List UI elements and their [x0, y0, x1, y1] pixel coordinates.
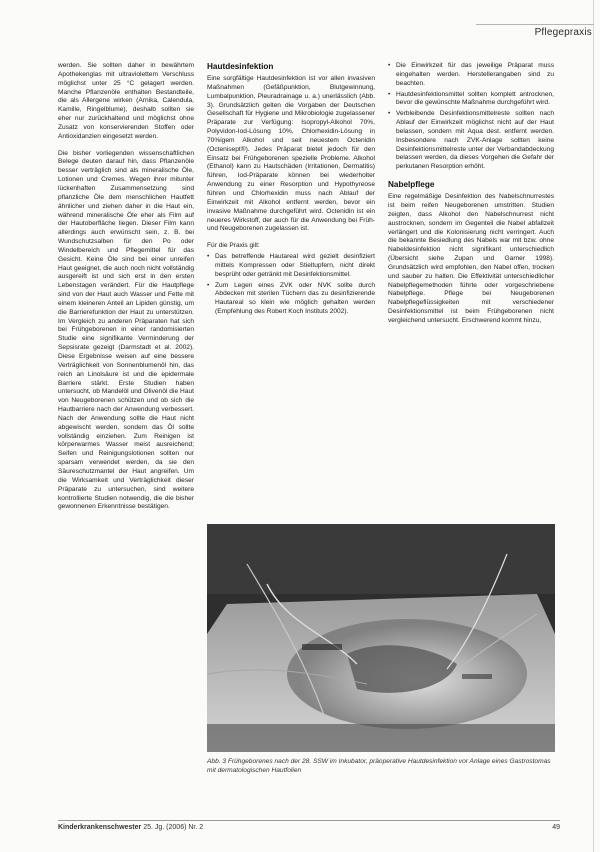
paragraph: Eine regelmäßige Desinfektion des Nabelschnurrestes ist beim reifen Neugeborenen umstritten. Studien zeigten, dass Alkohol den Nabelschnurrest nicht austrocknen, sondern im Gegenteil die Nabel abfallzeit verlängert und die Kolonisierung nicht verringert. Auch die bekannte Besiedlung des Nabels war mit bzw. ohne Nabeldesinfektion nicht signifikant unterschiedlich (Übersicht siehe Zupan und Garner 1998). Grundsätzlich wird empfohlen, den Nabel offen, trocken und sauber zu halten. Die Effektivität unterschiedlicher Nabelpflegemethoden führte oder vorgeschriebene Nabelpflege. Pflege bei Neugeborenen Nabelpflegeflüssigkeiten mit verschiedener Desinfektionsmittel ist beim Frühgeborenen nicht vergleichend untersucht. Erschwerend kommt hinzu, [388, 193, 554, 324]
page-number: 49 [552, 824, 560, 831]
section-heading: Hautdesinfektion [207, 62, 274, 71]
page-footer [58, 820, 560, 831]
page-edge [593, 0, 594, 852]
column-1 [58, 62, 194, 520]
list-item: • Zum Legen eines ZVK oder NVK sollte durch Abdecken mit sterilen Tüchern das zu desinfizierende Hautareal so klein wie möglich gehalten werden (Empfehlung des Robert Koch Instituts 2002). [215, 282, 375, 317]
list-item: • Verbleibende Desinfektionsmittelreste sollten nach Ablauf der Einwirkzeit möglichst nicht auf der Haut belassen, sondern mit Aqua dest. entfernt werden. Insbesondere nach ZVK-Anlage sollten keine Desinfektionsmittelreste unter der Verbandabdeckung belassen werden, da dieses Vorgehen die Gefahr der perkutanen Resorption erhöht. [396, 110, 554, 172]
figure-photo [207, 524, 555, 752]
list-item: • Die Einwirkzeit für das jeweilige Präparat muss eingehalten werden. Herstellerangaben sind zu beachten. [396, 62, 554, 89]
list-item: • Hautdesinfektionsmittel sollten komplett antrocknen, bevor die gewünschte Maßnahme durchgeführt wird. [396, 91, 554, 109]
paragraph: Eine sorgfältige Hautdesinfektion ist vor allen invasiven Maßnahmen (Gefäßpunktion, Blutgewinnung, Lumbalpunktion, Pleuradrainage u. a.) unerlässlich (Abb. 3). Grundsätzlich gelten die Vorgaben der Deutschen Gesellschaft für Hygiene und Mikrobiologie zugelassener Präparate zur Verfügung: Isopropyl-Alkohol 70%, Polyvidon-Iod-Lösung 10%, Chlorhexidin-Lösung in 70%igem Alkohol und seit neuestem Octenidin (Octenisept®). Jedes Präparat bietet jedoch für den Einsatz bei Frühgeborenen spezielle Probleme. Alkohol (Ethanol) kann zu Hautschäden (Irritationen, Dermatitis) führen, Iod-Präparate können bei wiederholter Anwendung zu einer Resorption und Hypothyreose führen und Chlorhexidin muss nach Ablauf der Einwirkzeit mit Alkohol entfernt werden, bevor ein invasive Maßnahme durchgeführt wird. Octenidin ist ein neueres Wirkstoff, der auch für die Anwendung bei Früh- und Neugeborenen zugelassen ist. [207, 75, 375, 233]
bullet-list [388, 62, 554, 172]
figure-caption: Abb. 3 Frühgeborenes nach der 28. SSW im Inkubator, präoperative Hautdesinfektion vor Anlage eines Gastrostomas mit dermatologischen Hautfolien [207, 758, 551, 774]
column-3 [388, 62, 554, 334]
section-label: Pflegepraxis [534, 27, 592, 38]
bullet-list [207, 253, 375, 317]
paragraph: Die bisher vorliegenden wissenschaftlichen Belege deuten darauf hin, dass Pflanzenöle besser verträglich sind als mineralische Öle, Lotionen und Cremes. Wegen ihrer mitunter lückenhaften Zusammensetzung sind pflanzliche Öle dem menschlichen Hautfett ähnlicher und ziehen daher in die Haut ein, während mineralische Öle eher als Film auf der Hautoberfläche liegen. Dieser Film kann allerdings auch erwünscht sein, z. B. bei Wundschutzsalben für den Po oder Windelbereich und Pflegemittel für das Gesicht. Keine Öle sind bei einer unreifen Haut geeignet, die auch noch nicht vollständig ausgereift ist und sich erst in den ersten Lebenstagen verändert. Für die Hautpflege sind von der Haut auch Wasser und Fette mit einem kleineren Anteil an Lipiden günstig, um die Barrierefunktion der Haut zu unterstützen. Im Vergleich zu anderen Präparaten hat sich bei Frühgeborenen in einer randomisierten Studie eine signifikante Verminderung der Sepsisrate gezeigt (Darmstadt et al. 2002). Diese Ergebnisse weisen auf eine bessere Verträglichkeit von Sonnenblumenöl hin, das reich an Linolsäure ist und die epidermale Barriere stärkt. Erste Studien haben untersucht, ob Mandelöl und Olivenöl die Haut von Neugeborenen schützen und ob sich die Hautbarriere nach der Anwendung verbessert. Nach der Anwendung sollte die Haut nicht abgewischt werden, sondern das Öl sollte vollständig einziehen. Zum Reinigen ist körperwarmes Wasser meist ausreichend; Seifen und Reinigungslotionen sollten nur sparsam verwendet werden, da sie den Säureschutzmantel der Haut angreifen. Um die Wirksamkeit und Verträglichkeit dieser Präparate zu untersuchen, sind weitere kontrollierte Studien notwendig, die die bisher gewonnenen Erkenntnisse bestätigen. [58, 149, 194, 511]
paragraph: Für die Praxis gilt: [207, 242, 260, 250]
paragraph: werden. Sie sollten daher in bewährtem Apothekenglas mit ultraviolettem Verschluss möglichst unter 25 °C gelagert werden. Manche Pflanzenöle enthalten Bestandteile, die als Allergene wirken (Arnika, Calendula, Kamille, Ringelblume), deshalb sollten sie eher nur zurückhaltend und möglichst ohne Zusatz von konservierenden Stoffen oder Antioxidanzien eingesetzt werden. [58, 62, 194, 140]
journal-name: Kinderkrankenschwester [58, 824, 142, 831]
column-2 [207, 62, 375, 325]
incubator-photo [207, 524, 555, 752]
list-item: • Das betreffende Hautareal wird gezielt desinfiziert mittels Kompressen oder Stieltupfern, nicht direkt besprüht oder getränkt mit Desinfektionsmittel. [215, 253, 375, 280]
issue-info: 25. Jg. (2006) Nr. 2 [143, 824, 204, 831]
section-heading: Nabelpflege [388, 180, 435, 190]
